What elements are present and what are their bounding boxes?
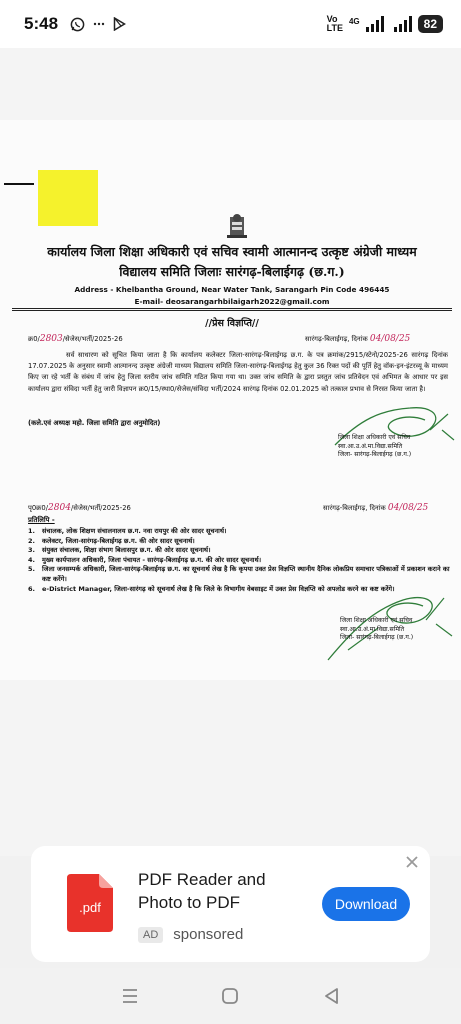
list-item: 6. e-District Manager, जिला-सारंगढ़ को सूचनार्थ लेख है कि जिले के विभागीय वेबसाइट में उक्त प्रेस विज्ञप्ति को अपलोड करने का कष्ट करेंगे। xyxy=(28,584,395,593)
back-icon xyxy=(323,987,339,1005)
office-header-line2: विद्यालय समिति जिलाः सारंगढ़-बिलाईगढ़ (छ.ग.) xyxy=(119,264,345,279)
home-button[interactable] xyxy=(215,981,245,1011)
signature-block-1: जिला शिक्षा अधिकारी एवं सचिव स्वा.आ.उ.अं.मा.विद्या.समिति जिला- सारंगढ़-बिलाईगढ़ (छ.ग.) xyxy=(338,434,412,458)
pdf-icon-label: .pdf xyxy=(79,900,101,915)
office-address: Address - Khelbantha Ground, Near Water Tank, Sarangarh Pin Code 496445 xyxy=(74,285,390,294)
copy-to-label: प्रतिलिपि - xyxy=(28,516,55,524)
list-item: 1. संचालक, लोक शिक्षण संचालनालय छ.ग. नवा रायपुर की ओर सादर सूचनार्थ। xyxy=(28,527,227,535)
pen-mark xyxy=(4,183,34,185)
volte-label: Vo LTE xyxy=(326,14,343,33)
sticky-note xyxy=(38,170,98,226)
back-button[interactable] xyxy=(316,981,346,1011)
download-button[interactable]: Download xyxy=(322,887,410,921)
header-rule xyxy=(12,308,452,309)
emblem-icon xyxy=(217,213,257,243)
signal-icon xyxy=(366,16,384,32)
office-email: E-mail- deosarangarhbilaigarh2022@gmail.com xyxy=(134,297,330,306)
signature-block-2: जिला शिक्षा अधिकारी एवं सचिव स्वा.आ.उ.अं.मा.विद्या.समिति जिला- सारंगढ़-बिलाईगढ़ (छ.ग.) xyxy=(340,617,414,641)
handwritten-endorsement-date: 04/08/25 xyxy=(387,503,429,513)
header-rule-2 xyxy=(12,310,452,311)
ad-card[interactable] xyxy=(31,846,430,962)
menu-icon xyxy=(121,988,139,1004)
network-type: 4G xyxy=(348,17,360,26)
handwritten-endorsement: 2804 xyxy=(48,503,71,513)
press-title: //प्रेस विज्ञप्ति// xyxy=(205,318,259,329)
reference-number: क्र0/2803/सेजेस/भर्ती/2025-26 xyxy=(28,334,123,344)
ad-badge: AD xyxy=(138,927,163,943)
press-body: सर्व साधारण को सूचित किया जाता है कि कार्यालय कलेक्टर जिला-सारंगढ़-बिलाईगढ़ छ.ग. के पत्र क्रमांक/2915/स्टेनो/2025-26 सारंगढ़ दिनांक 17.07.2025 के अनुसार स्वामी आत्मानन्द उत्कृष्ट अंग्रेजी माध्यम विद्यालय समिति जिला-सारंगढ़-बिलाईगढ़ हेतु कुल 36 रिक्त पदों की पूर्ति हेतु वॉक-इन-इंटरव्यू के माध्यम किए जा रहे भर्ती के संबंध में जांच हेतु जिला स्तरीय जांच समिति गठित किया गया था। उक्त जांच समिति के द्वारा प्रस्तुत जांच प्रतिवेदन एवं अभिमत के आधार पर इस कार्यालय द्वारा संविदा भर्ती हेतु जारी विज्ञापन क्र0/15/स्था0/सेजेस/संविदा भर्ती/2024 सारंगढ़ दिनांक 02.01.2025 को तत्काल प्रभाव से निरस्त किया जाता है। xyxy=(28,351,448,393)
status-time: 5:48 xyxy=(24,14,59,33)
ad-sponsored-label: sponsored xyxy=(173,926,244,943)
list-item: 5. जिला जनसम्पर्क अधिकारी, जिला-सारंगढ़-बिलाईगढ़ छ.ग. का सूचनार्थ लेख है कि कृपया उक्त प्रेस विज्ञप्ति स्थानीय दैनिक लोकप्रिय समाचार पत्रिकाओं में प्रकाशन कराने का कष्ट करेंगे। xyxy=(28,565,450,583)
home-icon xyxy=(221,987,239,1005)
endorsement-number: पृ0क्र0/2804/सेजेस/भर्ती/2025-26 xyxy=(28,503,131,513)
ad-title[interactable]: PDF Reader and Photo to PDF xyxy=(138,870,266,912)
navigation-bar xyxy=(0,968,461,1024)
signal-icon-2 xyxy=(394,16,412,32)
status-bar xyxy=(0,0,461,48)
pdf-file-icon xyxy=(67,874,113,932)
battery-indicator: 82 xyxy=(418,15,443,33)
close-icon[interactable] xyxy=(404,854,420,870)
handwritten-date: 04/08/25 xyxy=(369,334,411,344)
list-item: 3. संयुक्त संचालक, शिक्षा संभाग बिलासपुर छ.ग. की ओर सादर सूचनार्थ। xyxy=(28,546,211,555)
list-item: 4. मुख्य कार्यपालन अधिकारी, जिला पंचायत - सारंगढ़-बिलाईगढ़ छ.ग. की ओर सादर सूचनार्थ। xyxy=(28,555,262,564)
office-header-line1: कार्यालय जिला शिक्षा अधिकारी एवं सचिव स्वामी आत्मानन्द उत्कृष्ट अंग्रेजी माध्यम xyxy=(47,244,417,259)
dots-icon xyxy=(93,22,105,26)
recent-apps-button[interactable] xyxy=(115,981,145,1011)
place-date: सारंगढ़-बिलाईगढ़, दिनांक 04/08/25 xyxy=(305,334,411,344)
handwritten-ref: 2803 xyxy=(39,334,63,344)
endorsement-date: सारंगढ़-बिलाईगढ़, दिनांक 04/08/25 xyxy=(323,503,429,513)
play-store-icon xyxy=(113,17,126,31)
list-item: 2. कलेक्टर, जिला-सारंगढ़-बिलाईगढ़ छ.ग. की ओर सादर सूचनार्थ। xyxy=(28,536,195,545)
approval-note: (कले.एवं अध्यक्ष महो. जिला समिति द्वारा अनुमोदित) xyxy=(28,419,161,427)
whatsapp-icon xyxy=(70,17,85,32)
